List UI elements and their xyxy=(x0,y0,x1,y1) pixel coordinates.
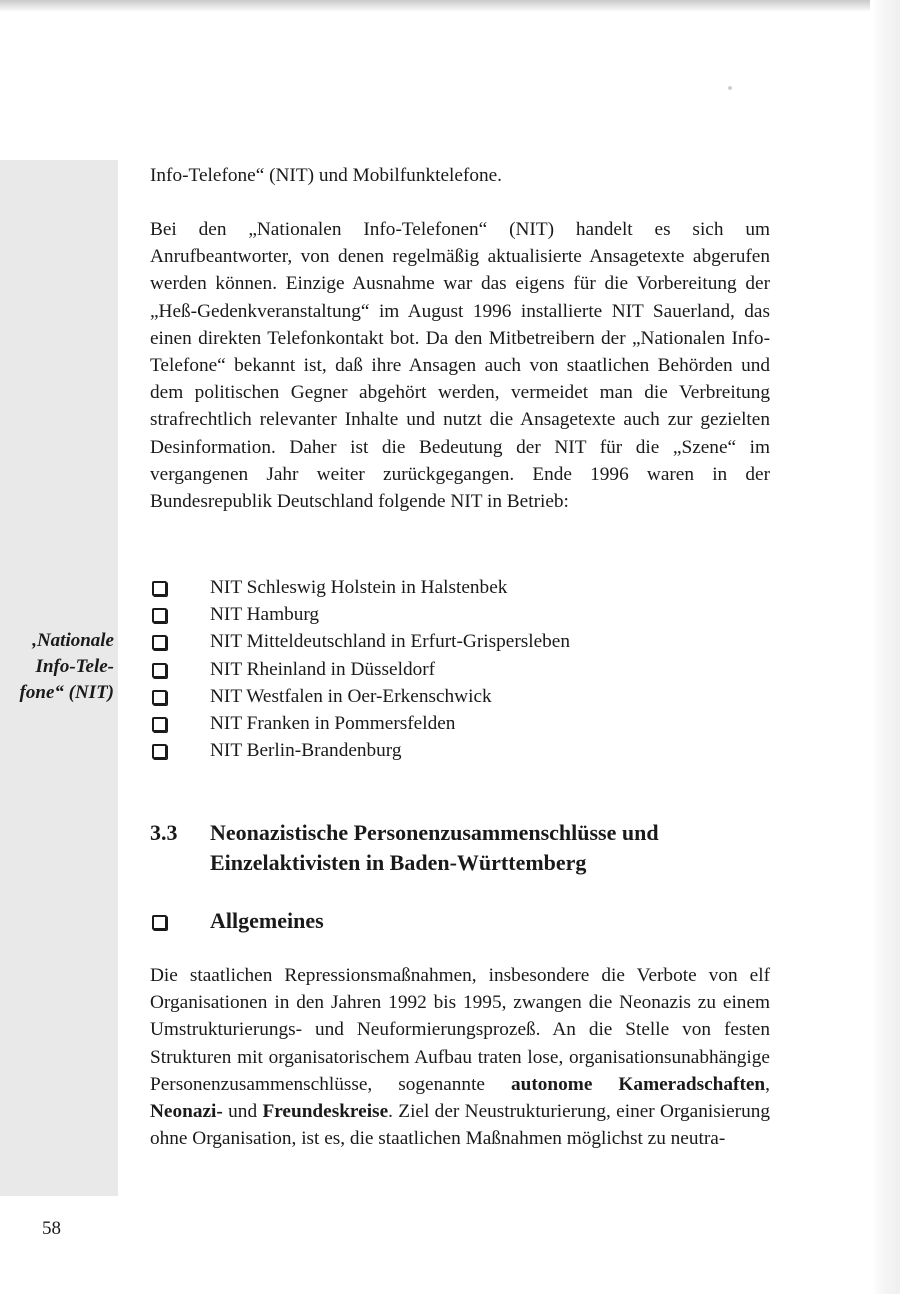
scan-top-edge xyxy=(0,0,870,12)
section-title: Neonazistische Personenzusammenschlüsse und Einzelaktivisten in Baden-Württemberg xyxy=(210,820,659,875)
nit-list xyxy=(150,574,770,764)
bold-term: autonome Kameradschaften xyxy=(511,1073,766,1095)
paragraph-nit: Bei den „Nationalen Info-Telefonen“ (NIT) handelt es sich um Anrufbeantworter, von denen regelmäßig aktualisierte Ansagetexte abgerufen werden können. Einzige Ausnahme war das eigens für die Vorbereitung der „Heß-Gedenkveranstaltung“ im August 1996 installierte NIT Sauerland, das einen direkten Telefonkontakt bot. Da den Mitbetreibern der „Nationalen Info-Telefone“ bekannt ist, daß ihre Ansagen auch von staatlichen Behörden und dem politischen Gegner abgehört werden, vermeidet man die Verbreitung strafrechtlich relevanter Inhalte und nutzt die Ansagetexte auch zur gezielten Desinformation. Daher ist die Bedeutung der NIT für die „Szene“ im vergangenen Jahr weiter zurückgegangen. Ende 1996 waren in der Bundesrepublik Deutschland folgende NIT in Betrieb: xyxy=(150,219,770,513)
page-number: 58 xyxy=(42,1218,61,1239)
list-item: NIT Berlin-Brandenburg xyxy=(150,737,770,764)
checkbox-icon xyxy=(152,635,167,650)
checkbox-icon xyxy=(152,608,167,623)
checkbox-icon xyxy=(152,663,167,678)
scan-speck xyxy=(728,86,732,90)
list-item: NIT Schleswig Holstein in Halstenbek xyxy=(150,574,770,601)
checkbox-icon xyxy=(152,717,167,732)
list-item: NIT Mitteldeutschland in Erfurt-Grispersleben xyxy=(150,628,770,655)
list-item: NIT Rheinland in Düsseldorf xyxy=(150,656,770,683)
scan-right-edge xyxy=(872,0,900,1294)
list-item: NIT Franken in Pommersfelden xyxy=(150,710,770,737)
list-item: NIT Hamburg xyxy=(150,601,770,628)
subsection-title: Allgemeines xyxy=(210,908,324,933)
margin-note: ,Nationale Info-Tele- fone“ (NIT) xyxy=(19,630,114,703)
intro-line: Info-Telefone“ (NIT) und Mobilfunktelefone. xyxy=(150,165,503,186)
bold-term: Freundeskreise xyxy=(262,1101,389,1123)
paragraph-allgemeines: Die staatlichen Repressionsmaßnahmen, insbesondere die Verbote von elf Organisationen in den Jahren 1992 bis 1995, zwangen die Neonazis zu einem Umstrukturierungs- und Neuformierungsprozeß. An die Stelle von festen Strukturen mit organisatorischem Aufbau traten lose, organisationsunabhängige Personenzusammenschlüsse, sogenannte autonome Kameradschaften, Neonazi- und Freundeskreise. Ziel der Neustrukturierung, einer Organisierung ohne Organisation, ist es, die staatlichen Maßnahmen möglichst zu neutra- xyxy=(150,965,770,1150)
checkbox-icon xyxy=(152,581,167,596)
bold-term: Neonazi- xyxy=(150,1101,223,1123)
checkbox-icon xyxy=(152,690,167,705)
section-number: 3.3 xyxy=(150,820,178,845)
checkbox-icon xyxy=(152,915,167,930)
list-item: NIT Westfalen in Oer-Erkenschwick xyxy=(150,683,770,710)
checkbox-icon xyxy=(152,744,167,759)
